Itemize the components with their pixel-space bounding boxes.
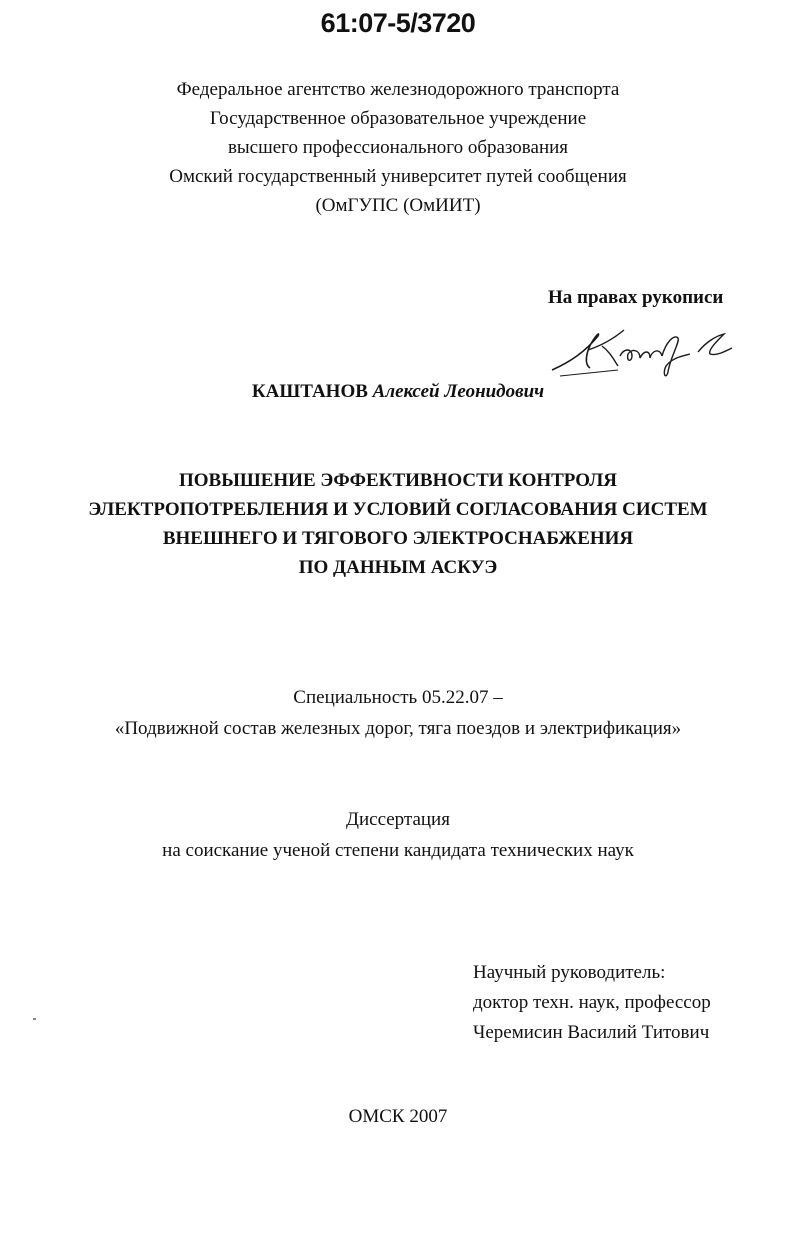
dissertation-degree: на соискание ученой степени кандидата технических наук xyxy=(162,840,634,861)
supervisor-label: Научный руководитель: xyxy=(473,962,666,983)
organization-line: Федеральное агентство железнодорожного транспорта xyxy=(176,79,620,100)
specialty-block xyxy=(0,682,796,744)
supervisor-name: Черемисин Василий Титович xyxy=(473,1022,710,1043)
scan-speck xyxy=(33,1018,36,1020)
supervisor-block xyxy=(473,958,711,1048)
supervisor-degree: доктор техн. наук, профессор xyxy=(473,992,711,1013)
organization-block xyxy=(0,75,796,220)
author-surname: КАШТАНОВ xyxy=(251,381,368,402)
title-line: ВНЕШНЕГО И ТЯГОВОГО ЭЛЕКТРОСНАБЖЕНИЯ xyxy=(162,528,634,549)
dissertation-label: Диссертация xyxy=(346,809,450,830)
author-name xyxy=(0,381,796,403)
specialty-code: Специальность 05.22.07 – xyxy=(293,687,503,708)
author-given-names: Алексей Леонидович xyxy=(372,381,545,402)
organization-line: Омский государственный университет путей сообщения xyxy=(169,166,627,187)
title-line: ЭЛЕКТРОПОТРЕБЛЕНИЯ И УСЛОВИЙ СОГЛАСОВАНИЯ СИСТЕМ xyxy=(88,499,708,520)
dissertation-block xyxy=(0,804,796,866)
organization-line: высшего профессионального образования xyxy=(227,137,569,158)
title-line: ПО ДАННЫМ АСКУЭ xyxy=(298,557,498,578)
city-year: ОМСК 2007 xyxy=(348,1106,448,1127)
organization-line: (ОмГУПС (ОмИИТ) xyxy=(315,195,481,216)
signature-icon xyxy=(540,312,740,392)
rights-note: На правах рукописи xyxy=(548,287,724,308)
dissertation-title xyxy=(0,466,796,582)
catalog-number: 61:07-5/3720 xyxy=(320,8,476,38)
organization-line: Государственное образовательное учреждение xyxy=(209,108,587,129)
title-line: ПОВЫШЕНИЕ ЭФФЕКТИВНОСТИ КОНТРОЛЯ xyxy=(178,470,618,491)
specialty-name: «Подвижной состав железных дорог, тяга поездов и электрификация» xyxy=(114,718,682,739)
